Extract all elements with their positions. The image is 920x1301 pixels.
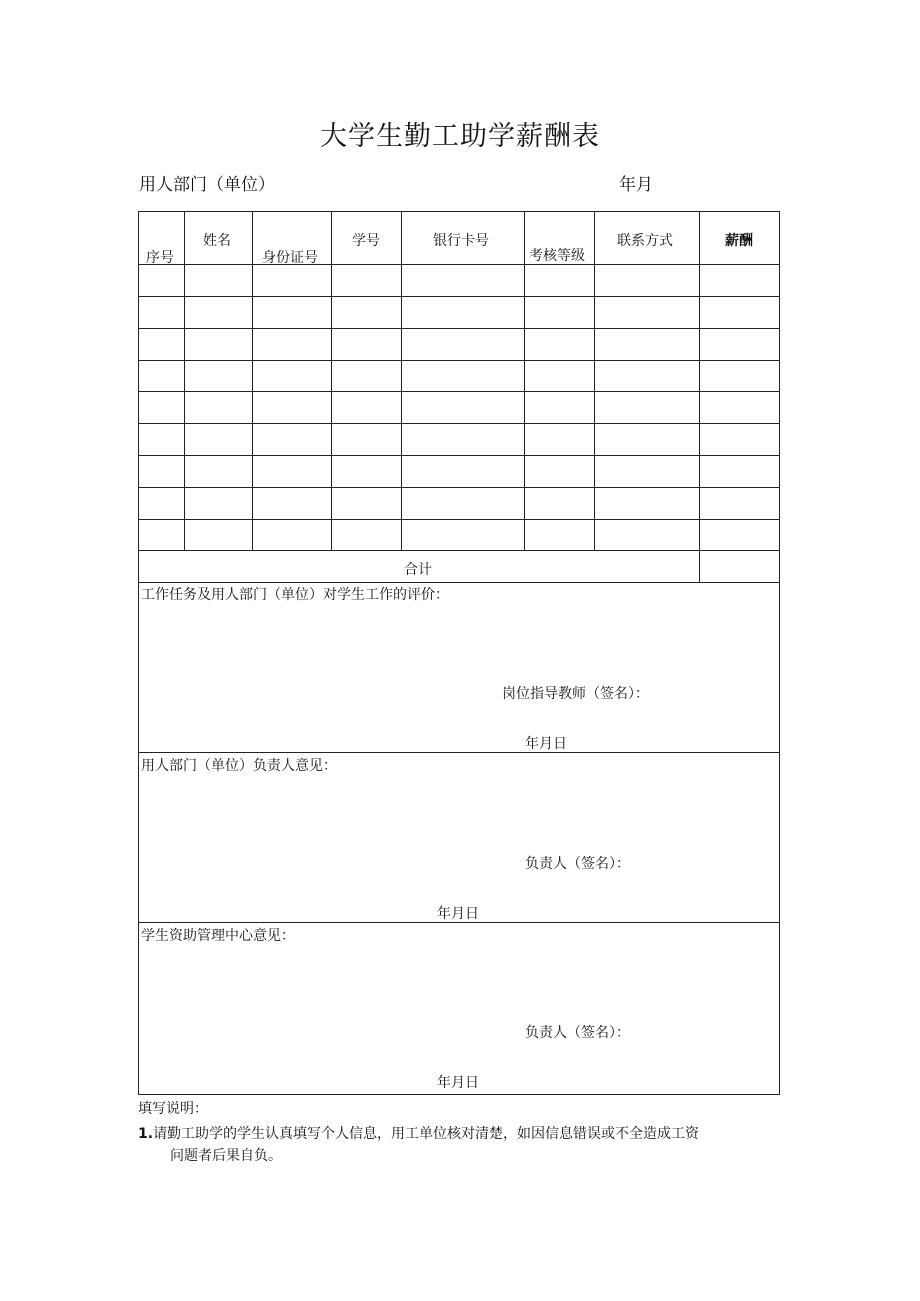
header-seq: 序号 [146, 250, 174, 266]
header-salary: 薪酬 [725, 233, 753, 249]
header-id-number: 身份证号 [262, 250, 318, 266]
header-contact: 联系方式 [617, 233, 673, 249]
col-line-4 [401, 211, 402, 550]
employer-label: 用人部门（单位） [139, 175, 275, 195]
col-line-5 [524, 211, 525, 550]
evaluation-date: 年月日 [525, 736, 567, 752]
header-bank-card: 银行卡号 [433, 233, 489, 249]
header-student-no: 学号 [352, 233, 380, 249]
note-item-1-text: 请勤工助学的学生认真填写个人信息，用工单位核对清楚，如因信息错误或不全造成工资 [153, 1126, 700, 1142]
note-item-1 [138, 1123, 699, 1143]
col-line-7 [699, 211, 700, 582]
row-line-3 [138, 360, 780, 361]
center-opinion-label: 学生资助管理中心意见： [141, 928, 295, 944]
note-item-1-continuation: 问题者后果自负。 [170, 1148, 282, 1164]
header-name: 姓名 [203, 233, 231, 249]
evaluation-sign: 岗位指导教师（签名）： [502, 686, 649, 702]
row-line-9 [138, 550, 780, 551]
page-title: 大学生勤工助学薪酬表 [320, 121, 600, 152]
row-line-1 [138, 296, 780, 297]
row-line-5 [138, 423, 780, 424]
center-opinion-date: 年月日 [437, 1075, 479, 1091]
dept-opinion-date: 年月日 [437, 906, 479, 922]
header-bottom-line [138, 264, 780, 265]
col-line-1 [184, 211, 185, 550]
row-line-7 [138, 487, 780, 488]
col-line-2 [252, 211, 253, 550]
row-line-6 [138, 455, 780, 456]
dept-opinion-label: 用人部门（单位）负责人意见： [141, 758, 337, 774]
note-item-1-number: 1. [138, 1126, 154, 1142]
year-month-label: 年月 [619, 175, 653, 195]
row-line-4 [138, 391, 780, 392]
col-line-3 [331, 211, 332, 550]
total-label: 合计 [404, 562, 432, 578]
dept-opinion-sign: 负责人（签名）： [525, 856, 630, 872]
evaluation-label: 工作任务及用人部门（单位）对学生工作的评价： [141, 587, 449, 603]
evaluation-bottom-line [138, 752, 780, 753]
row-line-8 [138, 519, 780, 520]
total-row-bottom-line [138, 582, 780, 583]
notes-title: 填写说明： [138, 1101, 208, 1117]
center-opinion-sign: 负责人（签名）： [525, 1025, 630, 1041]
col-line-6 [594, 211, 595, 550]
header-rating: 考核等级 [529, 248, 585, 264]
row-line-2 [138, 328, 780, 329]
salary-form-frame [138, 211, 780, 1095]
